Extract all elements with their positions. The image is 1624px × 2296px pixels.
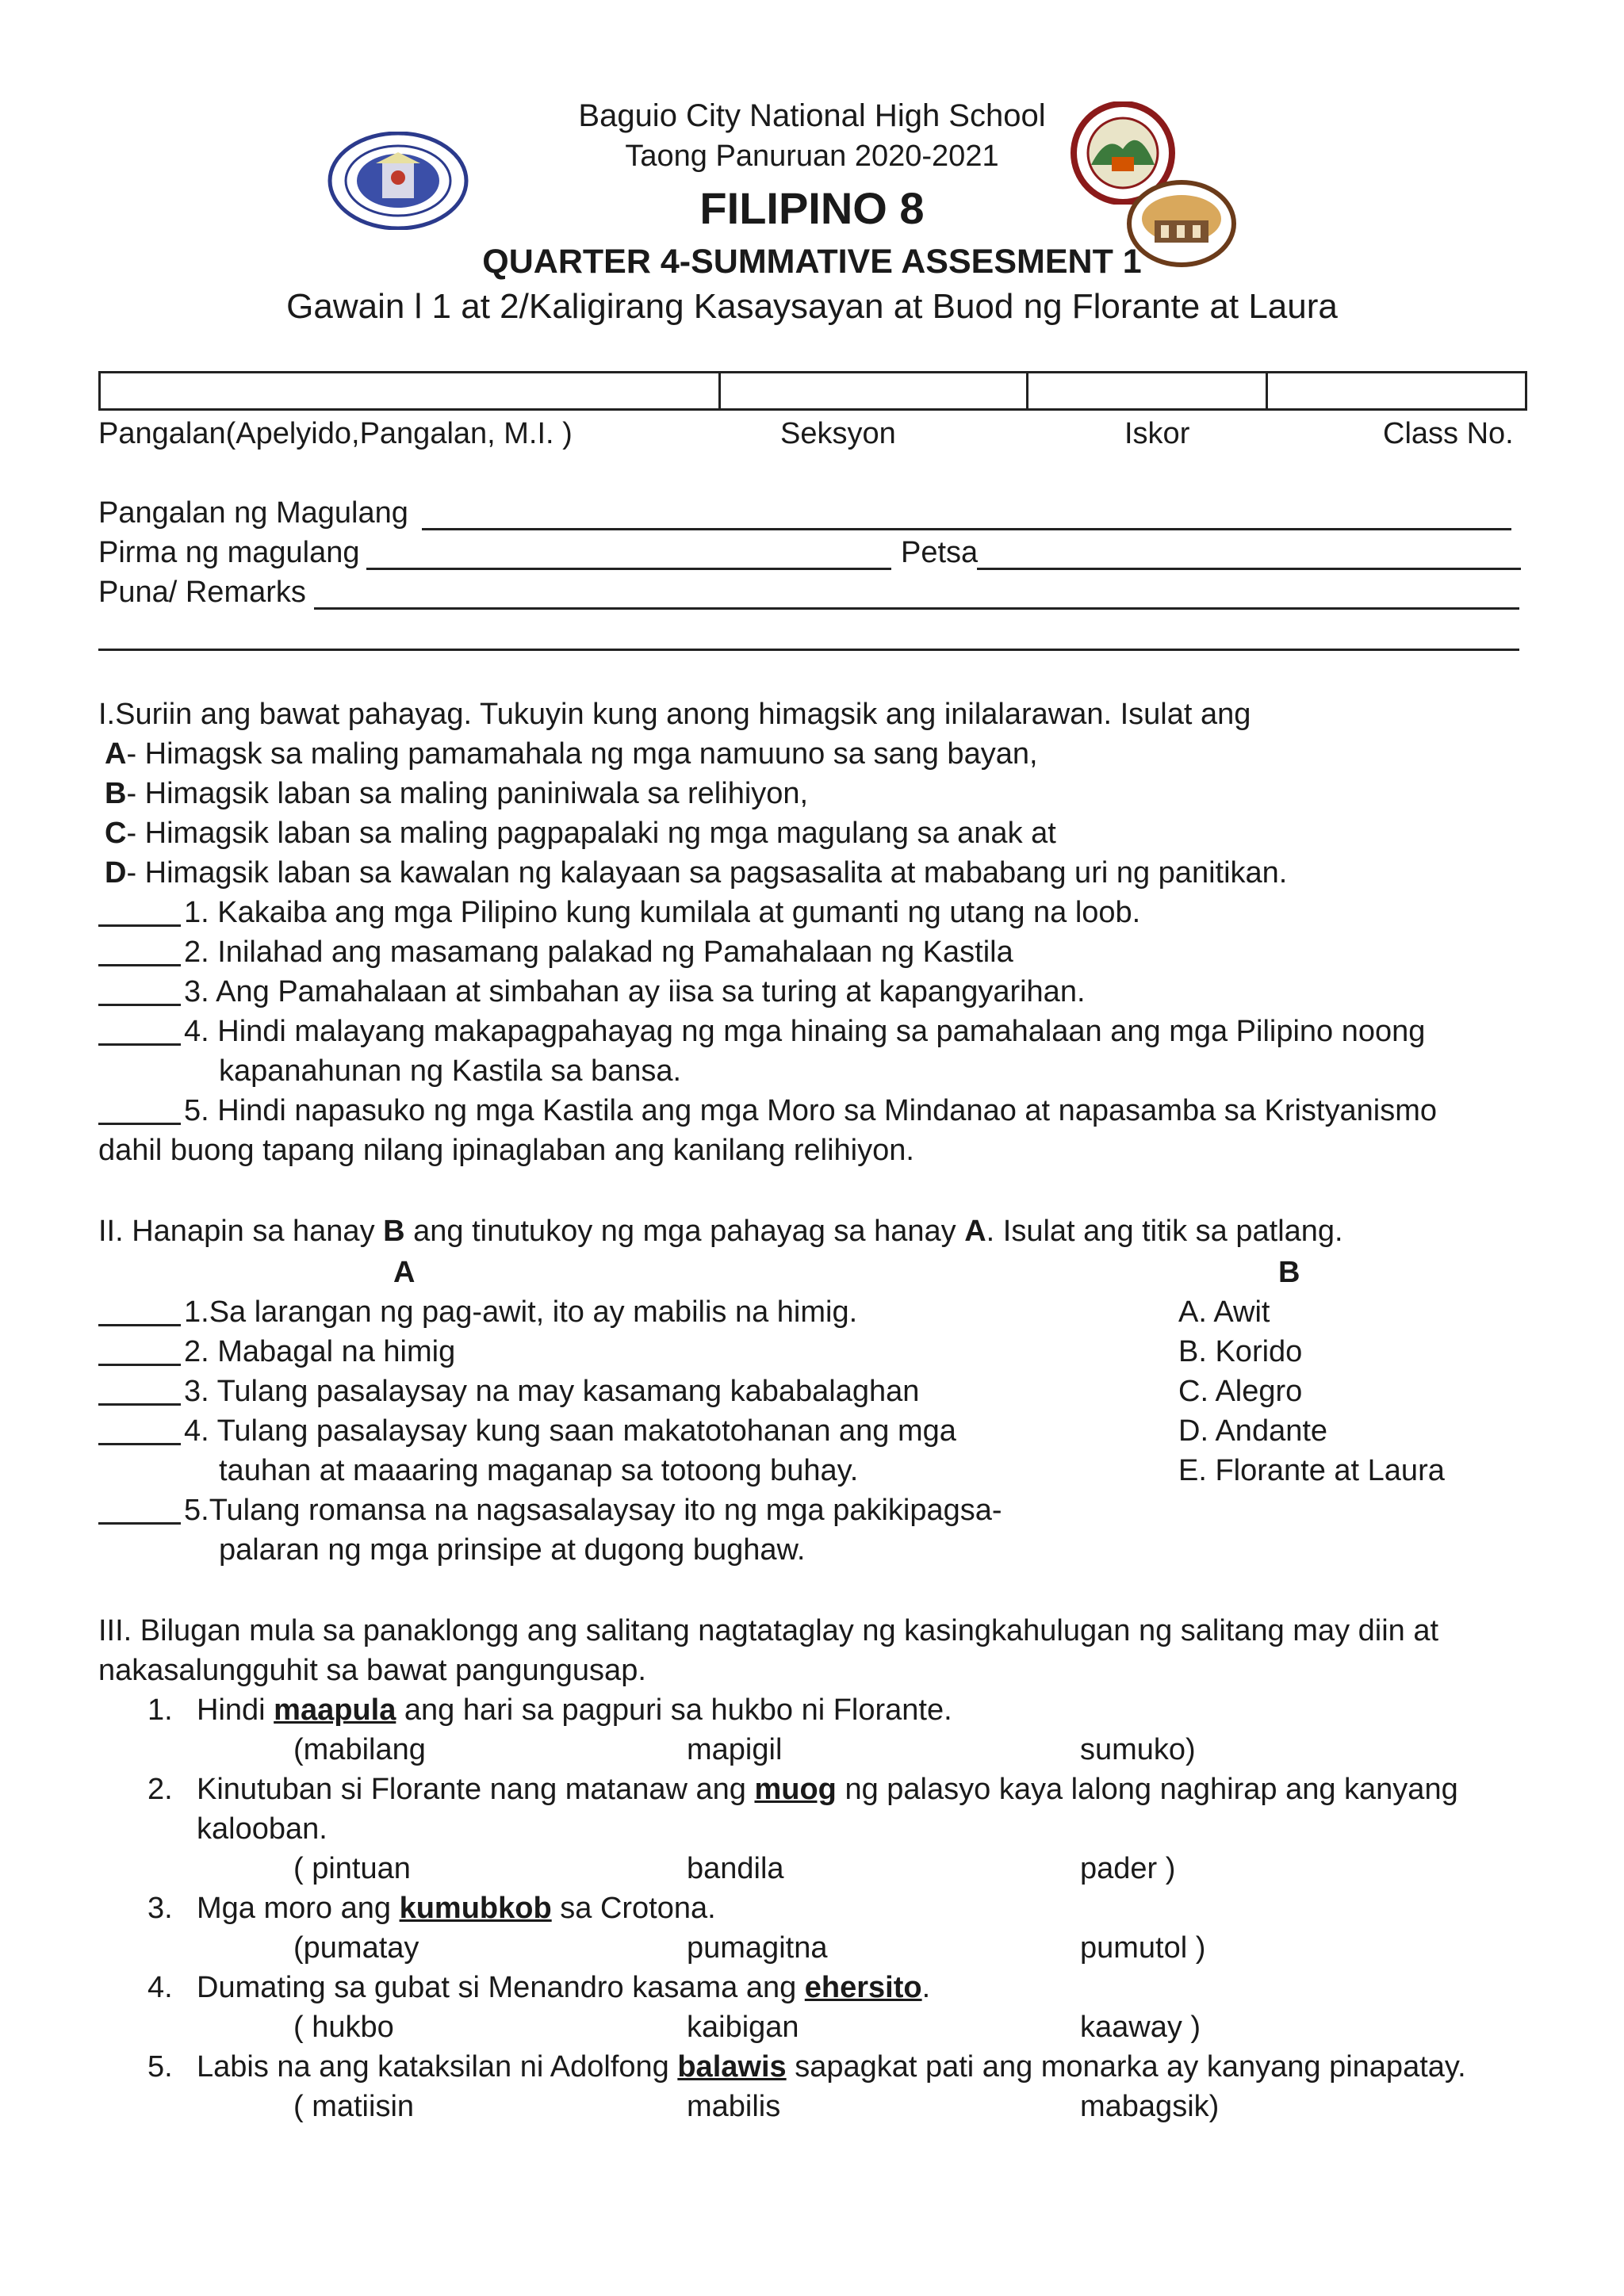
part1-choice-a xyxy=(105,737,1038,771)
assessment-title: QUARTER 4-SUMMATIVE ASSESMENT 1 xyxy=(482,243,1142,281)
part2-item xyxy=(98,1494,1002,1528)
option-word[interactable]: sumuko) xyxy=(1080,1733,1196,1766)
part1-choice-b xyxy=(105,777,808,811)
option-awit: A. Awit xyxy=(1178,1295,1270,1329)
answer-blank[interactable] xyxy=(98,1099,181,1125)
option-word[interactable]: kaaway ) xyxy=(1080,2011,1201,2044)
answer-blank[interactable] xyxy=(98,1419,181,1445)
sentence-text: ang hari sa pagpuri sa hukbo ni Florante. xyxy=(396,1693,952,1727)
parent-name-line[interactable] xyxy=(422,528,1511,530)
key-word: maapula xyxy=(274,1693,396,1727)
name-label: Pangalan(Apelyido,Pangalan, M.I. ) xyxy=(98,417,573,450)
part1-item-continuation: kapanahunan ng Kastila sa bansa. xyxy=(219,1054,682,1088)
answer-blank[interactable] xyxy=(98,1380,181,1406)
part3-item-continuation: kalooban. xyxy=(197,1812,327,1846)
part2-item-continuation: tauhan at maaaring maganap sa totoong buhay. xyxy=(219,1454,859,1487)
classno-box[interactable] xyxy=(1268,373,1525,408)
option-alegro: C. Alegro xyxy=(1178,1375,1303,1408)
key-word: kumubkob xyxy=(399,1892,552,1925)
instruction-text: ang tinutukoy ng mga pahayag sa hanay xyxy=(404,1215,965,1248)
part3-item-number: 3. xyxy=(147,1892,173,1925)
part2-item xyxy=(98,1295,857,1330)
part1-item xyxy=(98,936,1013,970)
sentence-text: Dumating sa gubat si Menandro kasama ang xyxy=(197,1971,805,2004)
option-andante: D. Andante xyxy=(1178,1414,1328,1448)
remarks-label: Puna/ Remarks xyxy=(98,576,306,609)
part3-item-number: 2. xyxy=(147,1773,173,1806)
answer-blank[interactable] xyxy=(98,1020,181,1046)
remarks-line-2[interactable] xyxy=(98,649,1519,651)
option-word[interactable]: ( matiisin xyxy=(293,2090,415,2123)
option-word[interactable]: pumagitna xyxy=(687,1931,828,1965)
option-word[interactable]: ( pintuan xyxy=(293,1852,411,1885)
item-text: 3. Ang Pamahalaan at simbahan ay iisa sa turing at kapangyarihan. xyxy=(184,975,1086,1008)
key-word: muog xyxy=(754,1773,837,1806)
part1-instruction: I.Suriin ang bawat pahayag. Tukuyin kung anong himagsik ang inilalarawan. Isulat ang xyxy=(98,698,1251,731)
option-florante-at-laura: E. Florante at Laura xyxy=(1178,1454,1445,1487)
answer-blank[interactable] xyxy=(98,1300,181,1326)
part1-item xyxy=(98,1094,1437,1128)
parent-name-label: Pangalan ng Magulang xyxy=(98,496,408,530)
part1-item xyxy=(98,975,1086,1009)
item-text: 2. Inilahad ang masamang palakad ng Pamahalaan ng Kastila xyxy=(184,936,1013,969)
answer-blank[interactable] xyxy=(98,940,181,966)
item-text: 1. Kakaiba ang mga Pilipino kung kumilala at gumanti ng utang na loob. xyxy=(184,896,1141,929)
sentence-text: sa Crotona. xyxy=(551,1892,716,1925)
choice-letter: A xyxy=(105,737,127,771)
sentence-text: Labis na ang kataksilan ni Adolfong xyxy=(197,2050,678,2084)
sentence-text: Mga moro ang xyxy=(197,1892,400,1925)
choice-letter: B xyxy=(105,777,127,810)
item-text: 4. Tulang pasalaysay kung saan makatotohanan ang mga xyxy=(184,1414,956,1448)
part1-choice-d xyxy=(105,856,1287,890)
option-word[interactable]: (pumatay xyxy=(293,1931,419,1965)
option-word[interactable]: mabilis xyxy=(687,2090,781,2123)
choice-text: - Himagsik laban sa maling pagpapalaki ng mga magulang sa anak at xyxy=(126,817,1056,850)
key-word: ehersito xyxy=(804,1971,922,2004)
part3-item xyxy=(197,2050,1466,2084)
option-korido: B. Korido xyxy=(1178,1335,1303,1368)
answer-blank[interactable] xyxy=(98,1498,181,1525)
activity-title: Gawain l 1 at 2/Kaligirang Kasaysayan at Buod ng Florante at Laura xyxy=(286,287,1338,326)
option-word[interactable]: bandila xyxy=(687,1852,784,1885)
option-word[interactable]: kaibigan xyxy=(687,2011,799,2044)
student-info-boxes xyxy=(98,371,1527,411)
date-line[interactable] xyxy=(977,568,1521,570)
choice-text: - Himagsk sa maling pamamahala ng mga namuuno sa sang bayan, xyxy=(126,737,1038,771)
classno-label: Class No. xyxy=(1383,417,1514,450)
school-year: Taong Panuruan 2020-2021 xyxy=(625,140,999,173)
instruction-text: II. Hanapin sa hanay xyxy=(98,1215,384,1248)
item-text: 3. Tulang pasalaysay na may kasamang kababalaghan xyxy=(184,1375,920,1408)
school-name: Baguio City National High School xyxy=(578,98,1046,133)
remarks-line[interactable] xyxy=(314,607,1519,610)
name-box[interactable] xyxy=(101,373,721,408)
part3-instruction-continuation: nakasalungguhit sa bawat pangungusap. xyxy=(98,1654,646,1687)
answer-blank[interactable] xyxy=(98,901,181,927)
part3-item xyxy=(197,1693,952,1728)
part1-item xyxy=(98,896,1140,930)
instruction-bold-b: B xyxy=(383,1215,405,1248)
part2-instruction xyxy=(98,1215,1343,1249)
option-word[interactable]: (mabilang xyxy=(293,1733,426,1766)
section-box[interactable] xyxy=(721,373,1028,408)
subject-title: FILIPINO 8 xyxy=(699,183,925,233)
part2-item-continuation: palaran ng mga prinsipe at dugong bughaw. xyxy=(219,1533,806,1567)
sentence-text: sapagkat pati ang monarka ay kanyang pinapatay. xyxy=(786,2050,1466,2084)
column-b-header: B xyxy=(1278,1256,1300,1289)
item-text: 4. Hindi malayang makapagpahayag ng mga hinaing sa pamahalaan ang mga Pilipino noong xyxy=(184,1015,1426,1048)
item-text: 5. Hindi napasuko ng mga Kastila ang mga Moro sa Mindanao at napasamba sa Kristyanismo xyxy=(184,1094,1437,1127)
choice-letter: D xyxy=(105,856,127,890)
instruction-text: . Isulat ang titik sa patlang. xyxy=(986,1215,1343,1248)
part3-item xyxy=(197,1773,1458,1807)
part2-item xyxy=(98,1375,919,1409)
sentence-text: . xyxy=(921,1971,931,2004)
parent-sign-line[interactable] xyxy=(366,568,891,570)
part1-choice-c xyxy=(105,817,1056,851)
part2-item xyxy=(98,1414,956,1448)
option-word[interactable]: ( hukbo xyxy=(293,2011,394,2044)
item-text: 1.Sa larangan ng pag-awit, ito ay mabilis na himig. xyxy=(184,1295,858,1329)
option-word[interactable]: pumutol ) xyxy=(1080,1931,1206,1965)
option-word[interactable]: mapigil xyxy=(687,1733,783,1766)
parent-sign-label: Pirma ng magulang xyxy=(98,536,360,569)
instruction-bold-a: A xyxy=(964,1215,986,1248)
choice-letter: C xyxy=(105,817,127,850)
part1-item xyxy=(98,1015,1425,1049)
part3-item xyxy=(197,1971,930,2005)
score-box[interactable] xyxy=(1028,373,1268,408)
column-a-header: A xyxy=(393,1256,416,1289)
part2-item xyxy=(98,1335,455,1369)
key-word: balawis xyxy=(677,2050,787,2084)
sentence-text: Kinutuban si Florante nang matanaw ang xyxy=(197,1773,755,1806)
part3-item-number: 4. xyxy=(147,1971,173,2004)
part3-instruction: III. Bilugan mula sa panaklongg ang salitang nagtataglay ng kasingkahulugan ng salitang may diin at xyxy=(98,1614,1439,1647)
option-word[interactable]: mabagsik) xyxy=(1080,2090,1220,2123)
sentence-text: ng palasyo kaya lalong naghirap ang kanyang xyxy=(836,1773,1458,1806)
score-label: Iskor xyxy=(1124,417,1190,450)
part3-item-number: 5. xyxy=(147,2050,173,2084)
answer-blank[interactable] xyxy=(98,1340,181,1366)
answer-blank[interactable] xyxy=(98,980,181,1006)
choice-text: - Himagsik laban sa kawalan ng kalayaan sa pagsasalita at mababang uri ng panitikan. xyxy=(126,856,1288,890)
item-text: 5.Tulang romansa na nagsasalaysay ito ng mga pakikipagsa- xyxy=(184,1494,1002,1527)
part3-item xyxy=(197,1892,716,1926)
sentence-text: Hindi xyxy=(197,1693,274,1727)
option-word[interactable]: pader ) xyxy=(1080,1852,1176,1885)
choice-text: - Himagsik laban sa maling paniniwala sa relihiyon, xyxy=(126,777,809,810)
part1-item-continuation: dahil buong tapang nilang ipinaglaban ang kanilang relihiyon. xyxy=(98,1134,914,1167)
section-label: Seksyon xyxy=(780,417,896,450)
item-text: 2. Mabagal na himig xyxy=(184,1335,456,1368)
date-label: Petsa xyxy=(901,536,979,569)
part3-item-number: 1. xyxy=(147,1693,173,1727)
